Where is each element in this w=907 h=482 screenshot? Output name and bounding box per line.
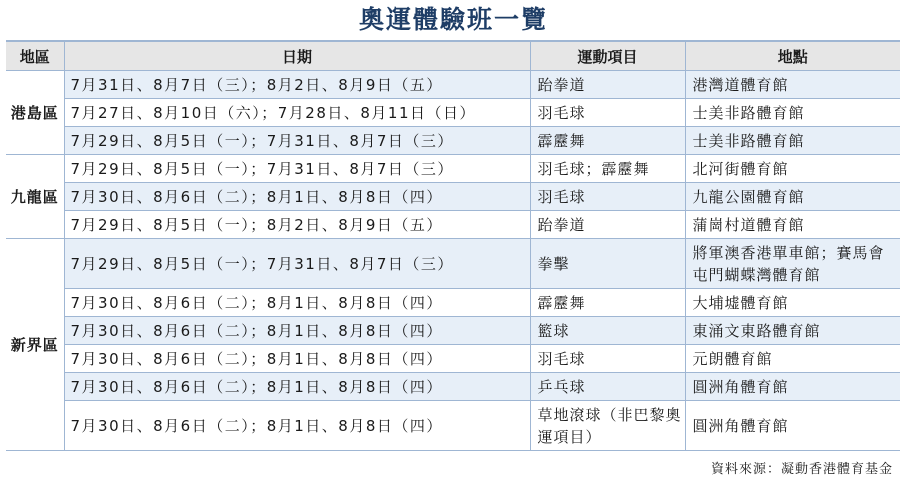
- date-cell: 7月29日、8月5日（一）；8月2日、8月9日（五）: [64, 211, 530, 239]
- area-cell: 港島區: [6, 71, 64, 155]
- date-cell: 7月30日、8月6日（二）；8月1日、8月8日（四）: [64, 317, 530, 345]
- date-cell: 7月29日、8月5日（一）；7月31日、8月7日（三）: [64, 239, 530, 289]
- venue-cell: 東涌文東路體育館: [685, 317, 900, 345]
- sport-cell: 霹靂舞: [530, 127, 685, 155]
- sport-cell: 跆拳道: [530, 211, 685, 239]
- table-row: [6, 127, 900, 155]
- venue-cell: 士美非路體育館: [685, 127, 900, 155]
- table-row: [6, 183, 900, 211]
- venue-cell: 港灣道體育館: [685, 71, 900, 99]
- date-cell: 7月29日、8月5日（一）；7月31日、8月7日（三）: [64, 127, 530, 155]
- header-area: 地區: [6, 41, 64, 71]
- schedule-table: [6, 40, 900, 451]
- sport-cell: 跆拳道: [530, 71, 685, 99]
- sport-cell: 籃球: [530, 317, 685, 345]
- area-cell: 九龍區: [6, 155, 64, 239]
- sport-cell: 拳擊: [530, 239, 685, 289]
- venue-cell: 蒲崗村道體育館: [685, 211, 900, 239]
- table-row: [6, 317, 900, 345]
- sport-cell: 羽毛球: [530, 345, 685, 373]
- venue-cell: 圓洲角體育館: [685, 401, 900, 451]
- table-row: [6, 373, 900, 401]
- source-note: 資料來源：凝動香港體育基金: [710, 462, 893, 477]
- date-cell: 7月30日、8月6日（二）；8月1日、8月8日（四）: [64, 289, 530, 317]
- table-row: [6, 289, 900, 317]
- venue-cell: 大埔墟體育館: [685, 289, 900, 317]
- sport-cell: 霹靂舞: [530, 289, 685, 317]
- venue-cell: 九龍公園體育館: [685, 183, 900, 211]
- venue-cell: 圓洲角體育館: [685, 373, 900, 401]
- table-row: [6, 239, 900, 289]
- venue-cell: 士美非路體育館: [685, 99, 900, 127]
- page-title: 奧運體驗班一覽: [358, 5, 548, 34]
- venue-cell: 北河街體育館: [685, 155, 900, 183]
- table-header-row: [6, 41, 900, 71]
- venue-cell: 將軍澳香港單車館；賽馬會屯門蝴蝶灣體育館: [685, 239, 900, 289]
- sport-cell: 乒乓球: [530, 373, 685, 401]
- sport-cell: 羽毛球: [530, 99, 685, 127]
- area-cell: 新界區: [6, 239, 64, 451]
- table-row: [6, 401, 900, 451]
- date-cell: 7月29日、8月5日（一）；7月31日、8月7日（三）: [64, 155, 530, 183]
- sport-cell: 草地滾球（非巴黎奧運項目）: [530, 401, 685, 451]
- header-sport: 運動項目: [530, 41, 685, 71]
- date-cell: 7月31日、8月7日（三）；8月2日、8月9日（五）: [64, 71, 530, 99]
- header-venue: 地點: [685, 41, 900, 71]
- table-row: [6, 211, 900, 239]
- date-cell: 7月27日、8月10日（六）；7月28日、8月11日（日）: [64, 99, 530, 127]
- sport-cell: 羽毛球: [530, 183, 685, 211]
- sport-cell: 羽毛球；霹靂舞: [530, 155, 685, 183]
- date-cell: 7月30日、8月6日（二）；8月1日、8月8日（四）: [64, 373, 530, 401]
- table-row: [6, 71, 900, 99]
- date-cell: 7月30日、8月6日（二）；8月1日、8月8日（四）: [64, 345, 530, 373]
- table-row: [6, 155, 900, 183]
- date-cell: 7月30日、8月6日（二）；8月1日、8月8日（四）: [64, 183, 530, 211]
- header-date: 日期: [64, 41, 530, 71]
- date-cell: 7月30日、8月6日（二）；8月1日、8月8日（四）: [64, 401, 530, 451]
- table-row: [6, 99, 900, 127]
- venue-cell: 元朗體育館: [685, 345, 900, 373]
- table-row: [6, 345, 900, 373]
